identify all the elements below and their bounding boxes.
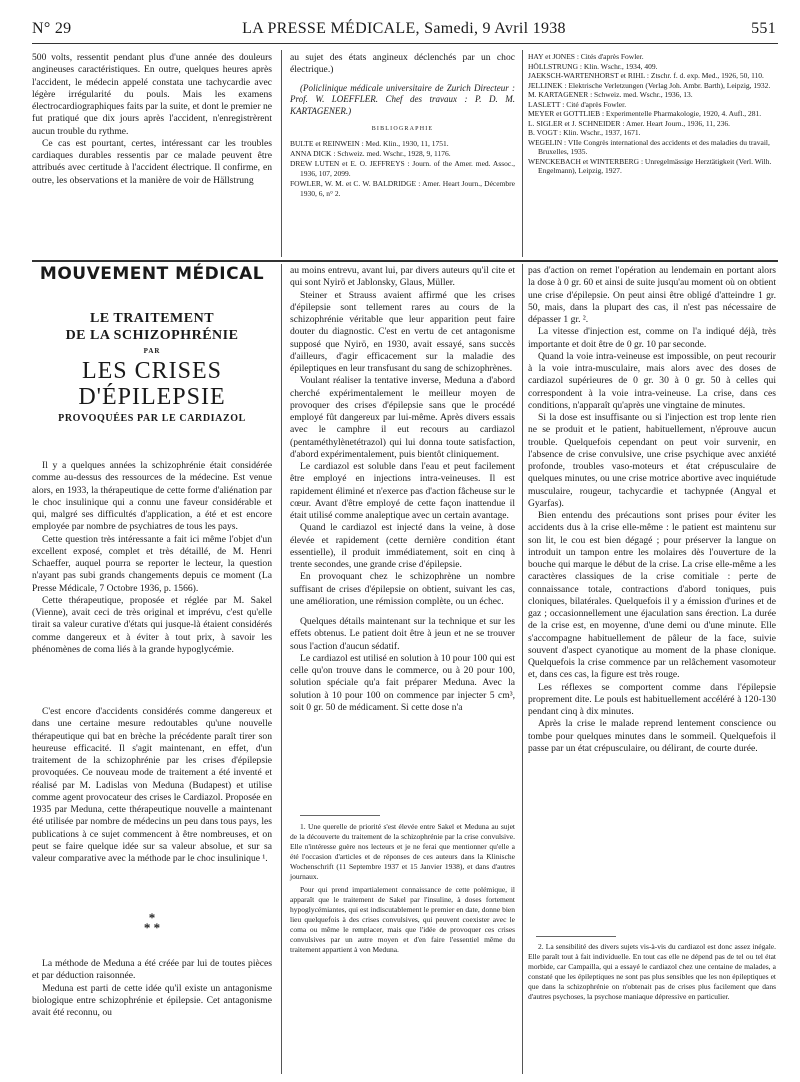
article-body-col3 bbox=[528, 265, 776, 810]
paragraph: Quelques détails maintenant sur la technique et sur les effets obtenus. Le patient doit être à jeun et ne se trouver sous l'action d'aucun sédatif. bbox=[290, 616, 515, 652]
column-rule bbox=[522, 50, 523, 257]
header-rule bbox=[32, 43, 778, 44]
article-body-col1c bbox=[32, 958, 272, 1019]
paragraph: Steiner et Strauss avaient affirmé que les crises d'épilepsie sont tellement rares au cours de la schizophrénie véritable que leur apparition peut faire douter du diagnostic. C'est en vertu de cet antagonisme supposé que Nyirö, en 1930, avait essayé, sans succès d'ailleurs, d'agir efficacement sur la maladie des épileptiques en leur transfusant du sang de schizophrènes. bbox=[290, 289, 515, 374]
article-subtitle: PROVOQUÉES PAR LE CARDIAZOL bbox=[58, 413, 246, 424]
bib-entry: WEGELIN : VIIe Congrès international des accidents et des maladies du travail, Bruxelles, 1935. bbox=[528, 137, 770, 156]
footnote-1 bbox=[290, 822, 515, 958]
top-col2 bbox=[290, 52, 515, 199]
bib-entry: JAEKSCH-WARTENHORST et RIHL : Ztschr. f. d. exp. Med., 1926, 50, 110. bbox=[528, 71, 764, 80]
paragraph: La méthode de Meduna a été créée par lui de toutes pièces et par déduction raisonnée. bbox=[32, 958, 272, 982]
article-title-line2: DE LA SCHIZOPHRÉNIE bbox=[65, 328, 239, 343]
footnote-paragraph: Pour qui prend impartialement connaissance de cette polémique, il apparaît que le traitement de Sakel par l'insuline, à doses fortement hypoglycémiantes, qui est indiscutablement le premier en date, donne bien lieu quelquefois à des crises convulsives, qui peuvent coexister avec le coma ou même le remplacer, mais que l'idée de provoquer ces crises convulsives par un autre moyen et d'en faire l'essentiel même du traitement appartient à von Meduna. bbox=[290, 885, 515, 954]
footnote-rule bbox=[536, 936, 616, 937]
article-title-line1: LE TRAITEMENT bbox=[89, 311, 215, 326]
footnote-2 bbox=[528, 942, 776, 1005]
bib-entry: B. VOGT : Klin. Wschr., 1937, 1671. bbox=[528, 128, 641, 137]
paragraph: Les réflexes se comportent comme dans l'épilepsie proprement dite. Le pouls est habituellement accéléré à 120-130 pendant cinq à dix minutes. bbox=[528, 681, 776, 717]
paragraph: Meduna est parti de cette idée qu'il existe un antagonisme biologique entre schizophrénie et épilepsie. Cet antagonisme avait été reconnu, ou bbox=[32, 982, 272, 1018]
bibliography-title: BIBLIOGRAPHIE bbox=[371, 126, 434, 132]
bib-entry: FOWLER, W. M. et C. W. BALDRIDGE : Amer. Heart Journ., Décembre 1930, 6, n° 2. bbox=[290, 179, 515, 199]
page-number: 551 bbox=[751, 20, 776, 37]
bib-entry: M. KARTAGENER : Schweiz. med. Wschr., 1936, 13. bbox=[528, 90, 693, 99]
bib-entry: HÖLLSTRUNG : Klin. Wschr., 1934, 409. bbox=[528, 61, 658, 71]
paragraph: Ce cas est pourtant, certes, intéressant car les troubles cardiaques durables ressentis par ce malade peuvent être attribués avec certitude à l'accident électrique. Il confirme, en outre, les observations et la manière de voir de Hällstrung bbox=[32, 137, 272, 186]
bib-entry: LASLETT : Cité d'après Fowler. bbox=[528, 99, 627, 109]
bib-entry: HAY et JONES : Cités d'après Fowler. bbox=[528, 52, 644, 61]
section-heading: MOUVEMENT MÉDICAL bbox=[39, 264, 265, 284]
paragraph: Après la crise le malade reprend lentement conscience ou tombe pour quelques minutes dans le sommeil. Quelquefois il passe par un état crépusculaire, ou délirant, de courte durée. bbox=[528, 718, 776, 754]
running-header bbox=[32, 20, 776, 40]
signature: (Policlinique médicale universitaire de Zurich Directeur : Prof. W. LOEFFLER. Chef des travaux : P. D. M. KARTAGENER.) bbox=[290, 82, 515, 116]
bib-entry: L. SIGLER et J. SCHNEIDER : Amer. Heart Journ., 1936, 11, 236. bbox=[528, 118, 730, 128]
paragraph: Cette question très intéressante a fait ici même l'objet d'un excellent exposé, complet et très détaillé, de M. Henri Schaeffer, auquel pourra se reporter le lecteur, la question n'ayant pas subi grands changements depuis ce moment (La Presse Médicale, 7 Octobre 1936, p. 1566). bbox=[32, 533, 272, 594]
bibliography bbox=[290, 139, 515, 199]
article-title-par: PAR bbox=[143, 347, 161, 355]
paragraph: 500 volts, ressentit pendant plus d'une année des douleurs angineuses caractéristiques. En outre, quelques heures après l'accident, le médecin appelé constata une tachycardie avec légère irrégularité du pouls. Mais les examens électrocardiographiques faits par la suite, et dont le premier ne fut pratiqué que dix jours après l'accident, n'enregistrèrent aucun trouble du rythme. bbox=[32, 52, 272, 137]
article-body-col1b bbox=[32, 706, 272, 886]
column-rule bbox=[281, 264, 282, 1074]
bib-entry: MEYER et GOTTLIEB : Experimentelle Pharmakologie, 1920, 4. Aufl., 281. bbox=[528, 109, 762, 118]
paragraph: La vitesse d'injection est, comme on l'a indiqué déjà, très importante et doit être de 0 gr. 10 par seconde. bbox=[528, 326, 776, 350]
paragraph: En provoquant chez le schizophrène un nombre suffisant de crises d'épilepsie on obtient, suivant les cas, une amélioration, une rémission complète, ou un échec. bbox=[290, 571, 515, 607]
paragraph: Quand le cardiazol est injecté dans la veine, à dose élevée et rapidement (cette dernière condition étant essentielle), il produit immédiatement, soit en cinq à trente secondes, une grande crise d'épilepsie. bbox=[290, 522, 515, 570]
section-stars: * * * bbox=[143, 910, 161, 935]
paragraph: pas d'action on remet l'opération au lendemain en portant alors la dose à 0 gr. 60 et ainsi de suite jusqu'au moment où on obtient une crise d'épilepsie. On peut ainsi être obligé d'atteindre 1 gr. 50, mais, dans la plupart des cas, il n'est pas nécessaire de dépasser 1 gr. ². bbox=[528, 265, 776, 325]
paragraph: Voulant réaliser la tentative inverse, Meduna a d'abord cherché expérimentalement le meilleur moyen de provoquer des crises d'épilepsie sans que le procédé employé fût dangereux par lui-même. Après divers essais avec le camphre il eut recours au cardiazol (pentaméthylènetétrazol) qui lui donna toute satisfaction, d'abord expérimentalement, puis bientôt cliniquement. bbox=[290, 375, 515, 460]
paragraph: Si la dose est insuffisante ou si l'injection est trop lente rien ne se produit et le patient, habituellement, n'éprouve aucun trouble. Quelquefois cependant on peut voir survenir, en l'absence de crise convulsive, une crise psychique avec anxiété profonde, troubles vaso-moteurs et état crépusculaire de quelques minutes, ou une crise motrice abortive avec inquiétude musculaire, rougeur, tachycardie et tachypnée (Angyal et Gyarfas). bbox=[528, 412, 776, 509]
article-title-main: LES CRISES D'ÉPILEPSIE bbox=[78, 358, 226, 410]
bib-entry: JELLINEK : Elektrische Verletzungen (Verlag Joh. Ambr. Barth), Leipzig, 1932. bbox=[528, 80, 771, 90]
article-body-col2 bbox=[290, 265, 515, 810]
journal-title: LA PRESSE MÉDICALE, Samedi, 9 Avril 1938 bbox=[242, 20, 566, 37]
paragraph: Quand la voie intra-veineuse est impossible, on peut recourir à la voie intra-musculaire, mais alors avec des doses de cardiazol supérieures de 0 gr. 30 à 0 gr. 50 à celles qui correspondent à la voie intra-veineuse. La crise, dans ces conditions, n'apparaît qu'après une vingtaine de minutes. bbox=[528, 350, 776, 411]
paragraph: au moins entrevu, avant lui, par divers auteurs qu'il cite et qui sont Nyirö et Jablonsky, Glaus, Müller. bbox=[290, 265, 515, 289]
bib-entry: WENCKEBACH et WINTERBERG : Unregelmässige Herztätigkeit (Verl. Wilh. Engelmann), Leipzig, 1927. bbox=[528, 156, 772, 175]
paragraph: Bien entendu des précautions sont prises pour éviter les accidents dus à la crise elle-même : le patient est maintenu sur son lit, le cou est bien dégagé ; pour préserver la langue on introduit un tampon entre les molaires dès l'ouverture de la bouche qui marque le début de la crise. La crise elle-même a les caractères classiques de la crise comitiale : perte de connaissance totale, contractions d'abord toniques, puis cloniques, bilatérales. Quelquefois il y a émission d'urines et de gaz ; occasionnellement une éjaculation sans érection. La durée de la crise est, en moyenne, d'une demi ou d'une minute. Elle s'accompagne habituellement de pâleur de la face, suivie souvent d'aspect cyanotique au moment de la phase clonique. Quelquefois la crise commence par un relâchement vasomoteur et, dans ces cas, la figure est très rouge. bbox=[528, 510, 776, 681]
footnote-rule bbox=[300, 815, 380, 816]
footnote-paragraph: 1. Une querelle de priorité s'est élevée entre Sakel et Meduna au sujet de la découverte du traitement de la schizophrénie par la crise convulsive. Elle n'intéresse guère nos lecteurs et je ne ferai que mentionner qu'elle a été l'occasion d'articles et de réponses de ces auteurs dans la Klinische Wochenschrift (11 Septembre 1937 et 15 Janvier 1938), et dans d'autres journaux. bbox=[290, 822, 515, 881]
paragraph: Il y a quelques années la schizophrénie était considérée comme au-dessus des ressources de la médecine. Est venue alors, en 1933, la thérapeutique de cette forme d'aliénation par le choc insulinique qui a connu une faveur considérable et qui, malgré ses difficultés d'application, a été et est encore employée par nombre de psychiatres de tous les pays. bbox=[32, 460, 272, 533]
footnote-paragraph: 2. La sensibilité des divers sujets vis-à-vis du cardiazol est donc assez inégale. Elle paraît tout à fait individuelle. En tout cas elle ne dépend pas de tel ou tel état morbide, car Campailla, qui a essayé le cardiazol chez une centaine de malades, a constaté que les épileptiques ne sont pas plus sensibles que les non épileptiques et que dans la schizophrénie on n'obtenait pas de crises plus facilement que dans d'autres psychoses, la psychose maniaque dépressive en particulier. bbox=[528, 942, 776, 1001]
paragraph: Le cardiazol est utilisé en solution à 10 pour 100 qui est celle qu'on trouve dans le commerce, ou à 20 pour 100, solution spéciale qu'a fait préparer Meduna. Avec la solution à 10 pour 100 on commence par injecter 5 cm³, soit 0 gr. 50 de médicament. Si cette dose n'a bbox=[290, 652, 515, 713]
bib-entry: ANNA DICK : Schweiz. med. Wschr., 1928, 9, 1176. bbox=[290, 149, 451, 159]
paragraph: Le cardiazol est soluble dans l'eau et peut facilement être employé en injections intra-veineuses. Il est rapidement éliminé et n'exerce pas d'action fâcheuse sur le cœur. Avant d'être employé de cette façon inattendue il était utilisé comme analeptique avec un certain avantage. bbox=[290, 461, 515, 521]
bib-entry: BULTE et REINWEIN : Med. Klin., 1930, 11, 1751. bbox=[290, 139, 449, 149]
column-rule bbox=[281, 50, 282, 257]
bib-entry: DREW LUTEN et E. O. JEFFREYS : Journ. of the Amer. med. Assoc., 1936, 107, 2099. bbox=[290, 159, 515, 179]
paragraph: Cette thérapeutique, proposée et réglée par M. Sakel (Vienne), avait ceci de très original et imprévu, c'est qu'elle tirait sa valeur curative d'états qui jusque-là étaient considérés comme dangereux et à éviter à tout prix, à savoir les phénomènes de coma liés à la grande hypoglycémie. bbox=[32, 594, 272, 655]
column-rule bbox=[522, 264, 523, 1074]
paragraph: au sujet des états angineux déclenchés par un choc électrique.) bbox=[290, 52, 515, 76]
top-col1 bbox=[32, 52, 272, 187]
issue-number: N° 29 bbox=[32, 20, 72, 37]
paragraph: C'est encore d'accidents considérés comme dangereux et dans une certaine mesure redoutables qu'une nouvelle thérapeutique qui bat en brèche la précédente paraît tirer son heureuse efficacité. Il s'agit maintenant, en effet, d'un traitement de la schizophrénie par les crises d'épilepsie provoquées. Ce nouveau mode de traitement a été inventé et réalisé par M. Ladislas von Meduna (Budapest) et utilise comme agent provocateur des crises le Cardiazol. Proposée en 1935 par Meduna, cette thérapeutique nouvelle a maintenant été utilisée par nombre de médecins un peu dans tous pays, les publications à ce sujet commencent à être nombreuses, et on peut se faire quelque idée sur sa valeur absolue, et sur sa valeur comparative avec la méthode par le choc insulinique ¹. bbox=[32, 706, 272, 864]
top-col3-references bbox=[528, 52, 776, 176]
